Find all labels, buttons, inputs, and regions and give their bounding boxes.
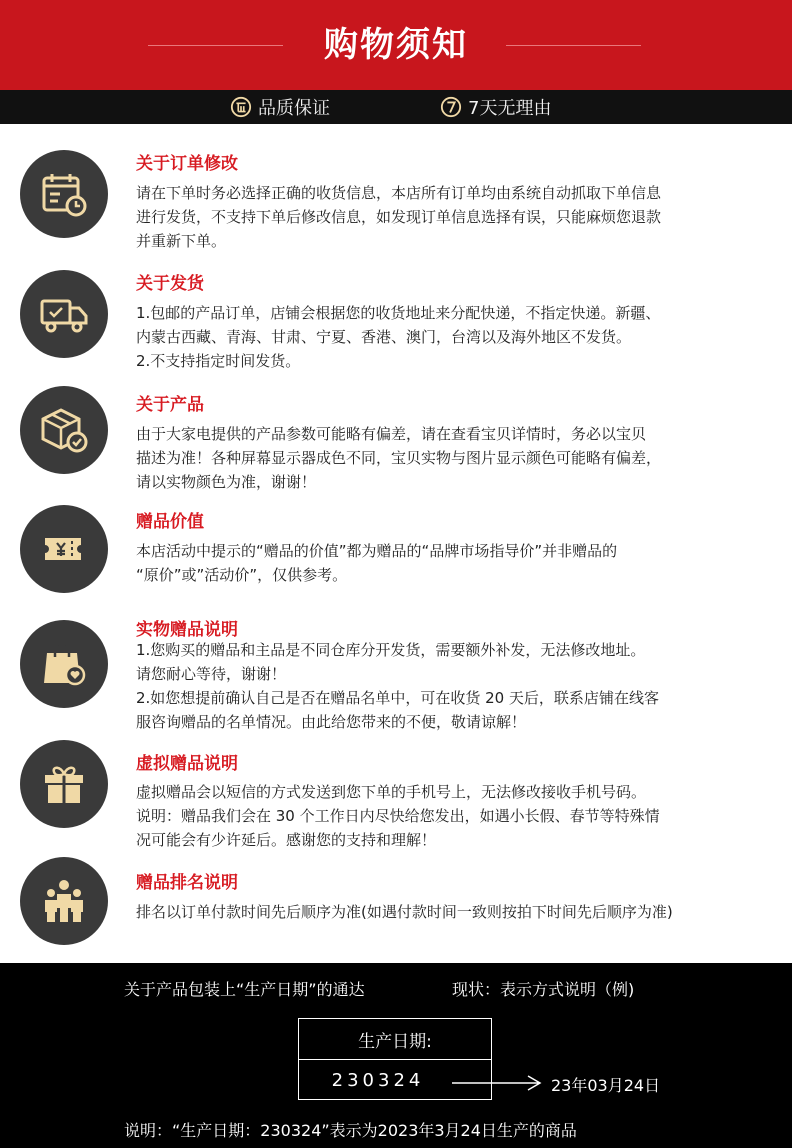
date-label: 生产日期: bbox=[358, 1032, 432, 1052]
body-line: 1.包邮的产品订单，店铺会根据您的收货地址来分配快递，不指定快递。新疆、 bbox=[136, 304, 661, 322]
production-date-panel bbox=[0, 963, 792, 1148]
package-icon bbox=[39, 405, 89, 455]
truck-icon-circle bbox=[20, 270, 108, 358]
body-line: 虚拟赠品会以短信的方式发送到您下单的手机号上，无法修改接收手机号码。 bbox=[136, 783, 647, 801]
body-line: “原价”或”活动价”，仅供参考。 bbox=[136, 566, 348, 584]
arrow-right-icon bbox=[452, 1073, 544, 1093]
body-line: 说明：赠品我们会在 30 个工作日内尽快给您发出，如遇小长假、春节等特殊情 bbox=[136, 807, 660, 825]
seal-icon bbox=[230, 96, 252, 118]
gift-box-icon bbox=[39, 759, 89, 809]
body-line: 描述为准！各种屏幕显示器成色不同，宝贝实物与图片显示颜色可能略有偏差， bbox=[136, 449, 662, 467]
body-line: 2.不支持指定时间发货。 bbox=[136, 352, 301, 370]
calendar-icon-circle bbox=[20, 150, 108, 238]
section-body bbox=[136, 900, 786, 924]
body-line: 由于大家电提供的产品参数可能略有偏差，请在查看宝贝详情时，务必以宝贝 bbox=[136, 425, 647, 443]
calendar-icon bbox=[39, 169, 89, 219]
return-badge-label: 7天无理由 bbox=[468, 98, 552, 119]
header-right-rule bbox=[506, 45, 641, 46]
truck-icon bbox=[39, 289, 89, 339]
body-line: 请您耐心等待，谢谢！ bbox=[136, 665, 287, 683]
section-title: 赠品排名说明 bbox=[136, 873, 238, 893]
gift-bag-icon-circle bbox=[20, 620, 108, 708]
ticket-icon-circle bbox=[20, 505, 108, 593]
body-line: 本店活动中提示的“赠品的价值”都为赠品的“品牌市场指导价”并非赠品的 bbox=[136, 542, 618, 560]
people-icon bbox=[39, 876, 89, 926]
body-line: 并重新下单。 bbox=[136, 232, 227, 250]
body-line: 请在下单时务必选择正确的收货信息，本店所有订单均由系统自动抓取下单信息 bbox=[136, 184, 662, 202]
body-line: 况可能会有少许延后。感谢您的支持和理解！ bbox=[136, 831, 437, 849]
quality-badge bbox=[230, 95, 330, 119]
body-line: 排名以订单付款时间先后顺序为准(如遇付款时间一致则按拍下时间先后顺序为准) bbox=[136, 903, 673, 921]
return-badge bbox=[440, 95, 551, 119]
body-line: 内蒙古西藏、青海、甘肃、宁夏、香港、澳门，台湾以及海外地区不发货。 bbox=[136, 328, 632, 346]
box-divider bbox=[299, 1059, 491, 1060]
header-banner bbox=[0, 0, 792, 90]
production-date-caption: 关于产品包装上“生产日期”的通达 bbox=[124, 980, 365, 999]
section-title: 关于产品 bbox=[136, 395, 204, 415]
example-caption: 现状：表示方式说明（例) bbox=[452, 980, 635, 999]
section-title: 关于发货 bbox=[136, 274, 204, 294]
date-note: 说明：“生产日期：230324”表示为2023年3月24日生产的商品 bbox=[124, 1121, 577, 1140]
body-line: 请以实物颜色为准，谢谢！ bbox=[136, 473, 317, 491]
package-icon-circle bbox=[20, 386, 108, 474]
section-body bbox=[136, 780, 786, 852]
quality-badge-label: 品质保证 bbox=[258, 98, 330, 119]
body-line: 服咨询赠品的名单情况。由此给您带来的不便，敬请谅解！ bbox=[136, 713, 527, 731]
section-body bbox=[136, 638, 786, 734]
body-line: 进行发货，不支持下单后修改信息，如发现订单信息选择有误，只能麻烦您退款 bbox=[136, 208, 662, 226]
section-title: 实物赠品说明 bbox=[136, 620, 238, 640]
converted-date: 23年03月24日 bbox=[551, 1076, 661, 1095]
badge-bar bbox=[0, 90, 792, 124]
section-body bbox=[136, 301, 786, 373]
gift-box-icon-circle bbox=[20, 740, 108, 828]
seven-days-icon bbox=[440, 96, 462, 118]
section-body bbox=[136, 539, 786, 587]
ticket-icon bbox=[39, 524, 89, 574]
section-title: 虚拟赠品说明 bbox=[136, 754, 238, 774]
section-title: 关于订单修改 bbox=[136, 154, 238, 174]
section-title: 赠品价值 bbox=[136, 512, 204, 532]
body-line: 1.您购买的赠品和主品是不同仓库分开发货，需要额外补发，无法修改地址。 bbox=[136, 641, 646, 659]
body-line: 2.如您想提前确认自己是否在赠品名单中，可在收货 20 天后，联系店铺在线客 bbox=[136, 689, 659, 707]
people-icon-circle bbox=[20, 857, 108, 945]
section-body bbox=[136, 181, 786, 253]
page-title: 购物须知 bbox=[324, 25, 468, 65]
date-code: 230324 bbox=[331, 1070, 425, 1091]
section-body bbox=[136, 422, 786, 494]
gift-bag-icon bbox=[39, 639, 89, 689]
